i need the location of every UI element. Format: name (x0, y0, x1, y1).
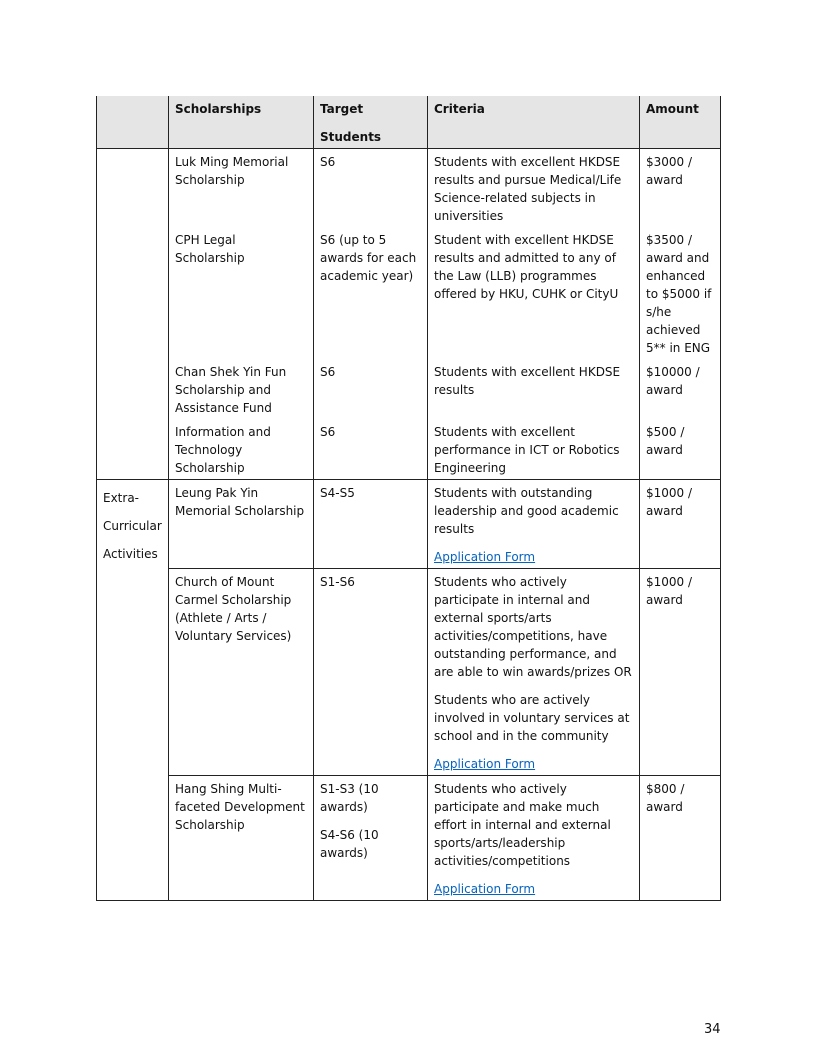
category-cell (97, 480, 169, 901)
scholarship-name: Leung Pak Yin Memorial Scholarship (169, 480, 314, 569)
table-row (97, 359, 721, 419)
scholarship-name: Hang Shing Multi-faceted Development Scholarship (169, 776, 314, 901)
criteria: Students who actively participate and make much effort in internal and external sports/arts/leadership activities/competitions (434, 782, 611, 868)
header-category (97, 96, 169, 149)
amount: $10000 / award (640, 359, 721, 419)
criteria: Students with outstanding leadership and good academic results (434, 486, 619, 536)
criteria-cell (428, 569, 640, 776)
amount: $1000 / award (640, 569, 721, 776)
header-scholarships: Scholarships (169, 96, 314, 149)
criteria: Student with excellent HKDSE results and admitted to any of the Law (LLB) programmes offered by HKU, CUHK or CityU (428, 227, 640, 359)
amount: $3000 / award (640, 149, 721, 228)
criteria: Students who actively participate in internal and external sports/arts activities/competitions, have outstanding performance, and are able to win awards/prizes OR (434, 575, 632, 679)
amount: $3500 / award and enhanced to $5000 if s/he achieved 5** in ENG (640, 227, 721, 359)
criteria: Students with excellent HKDSE results and pursue Medical/Life Science-related subjects in universities (428, 149, 640, 228)
target-students: S1-S6 (314, 569, 428, 776)
table-row (97, 149, 721, 228)
scholarship-name: Church of Mount Carmel Scholarship (Athlete / Arts / Voluntary Services) (169, 569, 314, 776)
target-students: S6 (314, 359, 428, 419)
target-students: S4-S5 (314, 480, 428, 569)
target-students: S6 (314, 149, 428, 228)
category-cell (97, 149, 169, 480)
target-students: S6 (314, 419, 428, 480)
category-label-line1: Extra- (103, 491, 140, 505)
table-row (97, 569, 721, 776)
amount: $500 / award (640, 419, 721, 480)
application-form-link[interactable]: Application Form (434, 882, 536, 896)
criteria-secondary: Students who are actively involved in voluntary services at school and in the community (434, 693, 630, 743)
table-header-row (97, 96, 721, 149)
table-row (97, 227, 721, 359)
header-target-line1: Target (320, 102, 364, 116)
criteria-cell (428, 776, 640, 901)
category-label-line3: Activities (103, 547, 158, 561)
table-row (97, 776, 721, 901)
table-row (97, 480, 721, 569)
criteria: Students with excellent HKDSE results (428, 359, 640, 419)
scholarship-name: Information and Technology Scholarship (169, 419, 314, 480)
criteria-cell (428, 480, 640, 569)
scholarship-name: CPH Legal Scholarship (169, 227, 314, 359)
scholarship-table (96, 96, 721, 901)
criteria: Students with excellent performance in ICT or Robotics Engineering (428, 419, 640, 480)
header-amount: Amount (640, 96, 721, 149)
application-form-link[interactable]: Application Form (434, 757, 536, 771)
header-target-line2: Students (320, 130, 382, 144)
target-students-secondary: S4-S6 (10 awards) (320, 828, 379, 860)
page-number: 34 (704, 1022, 721, 1037)
amount: $1000 / award (640, 480, 721, 569)
header-target-students (314, 96, 428, 149)
target-students: S1-S3 (10 awards) (320, 782, 379, 814)
header-criteria: Criteria (428, 96, 640, 149)
scholarship-name: Luk Ming Memorial Scholarship (169, 149, 314, 228)
application-form-link[interactable]: Application Form (434, 550, 536, 564)
amount: $800 / award (640, 776, 721, 901)
category-label-line2: Curricular (103, 519, 162, 533)
scholarship-name: Chan Shek Yin Fun Scholarship and Assistance Fund (169, 359, 314, 419)
target-students: S6 (up to 5 awards for each academic year) (314, 227, 428, 359)
table-row (97, 419, 721, 480)
target-students-cell (314, 776, 428, 901)
